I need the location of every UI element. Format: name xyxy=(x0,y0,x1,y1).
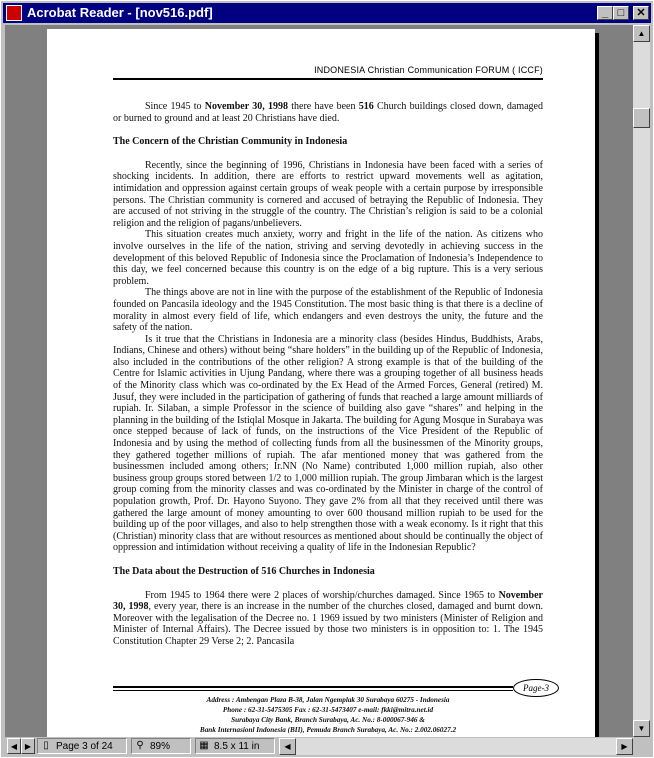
page-header: INDONESIA Christian Communication FORUM ( ICCF) xyxy=(314,65,543,75)
page-size-icon: ▦ xyxy=(199,740,209,751)
scroll-right-button[interactable]: ▶ xyxy=(616,738,633,755)
paragraph: Is it true that the Christians in Indonesia are a minority class (besides Hindus, Buddhists, Arabs, Indians, Chinese and others) without being “share holders” in the building up of the Republic of Indonesia, also included in the contributions of the other religion? A strong example is that of the building of the Centre for Islamic activities in Ujung Pandang, where there was a grouping together of all business heads of the Minority class which was co-ordinated by the Ex Head of the Armed Forces, General (retired) M. Jusuf, they were included in the participation of gathering of funds that reached a large amount milliards of rupiah. Ir. Silaban, a simple Professor in the science of building also gave “shares” and helping in the planning in the building of the Istiqlal Mosque in Jakarta. The building for Agung Mosque in Surabaya was once stepped because of lack of funds, on the instructions of the Vice President of the Republic of Indonesia and by using the method of collecting funds from all the businessmen of the Minority groups, they gathered together millions of rupiah. The afar mentioned money that was gathered from the businessmen included among others; Ir.NN (No Name) contributed 1,000 million rupiah, also other business group groups stored between 1/2 to 1,000 million rupiah. The group Jimbaran which is the largest group coming from the minority classes and was co-ordinated by the Minister in charge of the control of population growth, Prof. Dr. Hayono Suyono. They gave 2% from all that they received until there was gathered the large amount of money amounting to over 600 thousand million rupiah to be used for the building up of the poor villages, and also to help strengthen those with a weak economy. Is it right that this (Christian) minority class that are without resources as mentioned about should be continually the object of oppression and intimidation without receiving a quality of life in the Indonesian Republic? xyxy=(113,333,543,554)
section-heading-data: The Data about the Destruction of 516 Churches in Indonesia xyxy=(113,565,375,577)
footer-contact: Phone : 62-31-5475305 Fax : 62-31-5473407 e-mail: fkki@mitra.net.id xyxy=(222,706,434,714)
status-bar xyxy=(5,738,633,755)
paragraph: This situation creates much anxiety, worry and fright in the life of the nation. As citizens who involve ourselves in the life of the nation, striving and serving devotedly in achieving success in the development of this beloved Republic of Indonesia since the Proclamation of Indonesia’s Independence to this day, we feel concerned because this country is on the edge of a big rupture. This is a very serious problem. xyxy=(113,229,543,287)
acrobat-icon[interactable] xyxy=(6,5,22,21)
page-number-label: Page-3 xyxy=(513,679,559,697)
header-rule xyxy=(113,78,543,80)
footer-rule xyxy=(113,686,513,688)
next-page-button[interactable]: ▶ xyxy=(21,738,35,754)
data-paragraph: From 1945 to 1964 there were 2 places of worship/churches damaged. Since 1965 to November 30, 1998, every year, there is an increase in the number of the churches closed, damaged and burnt down. Moreover with the legalisation of the Decree no. 1 1969 issued by two ministers (Minister of Religion and Minister of Internal Affairs). The Decree issued by those two ministers is in opposition to: 1. The 1945 Constitution Chapter 29 Verse 2; 2. Pancasila xyxy=(113,589,543,647)
scroll-up-button[interactable]: ▲ xyxy=(633,25,650,42)
scroll-left-button[interactable]: ◀ xyxy=(279,738,296,755)
scroll-track[interactable] xyxy=(633,42,650,720)
close-button[interactable]: ✕ xyxy=(633,6,649,20)
zoom-indicator[interactable]: ⚲ 89% xyxy=(131,738,191,754)
footer-address: Address : Ambengan Plaza B-38, Jalan Ngemplak 30 Surabaya 60275 - Indonesia xyxy=(206,696,450,704)
intro-paragraph: Since 1945 to November 30, 1998 there have been 516 Church buildings closed down, damaged or burned to ground and at least 20 Christians have died. xyxy=(113,101,544,124)
footer-bank: Surabaya City Bank, Branch Surabaya, Ac. No.: 8-000067-946 & xyxy=(231,716,425,724)
minimize-button[interactable]: _ xyxy=(597,6,613,20)
section-heading-concern: The Concern of the Christian Community in Indonesia xyxy=(113,136,348,148)
scroll-down-button[interactable]: ▼ xyxy=(633,720,650,737)
prev-page-button[interactable]: ◀ xyxy=(7,738,21,754)
page-icon: ▯ xyxy=(43,740,49,751)
page-body xyxy=(113,101,543,648)
vertical-scrollbar[interactable] xyxy=(633,25,651,737)
horizontal-scrollbar[interactable] xyxy=(279,738,633,755)
pdf-page xyxy=(47,29,595,737)
footer-rule xyxy=(113,690,513,691)
document-view[interactable] xyxy=(5,25,633,737)
footer-bank: Bank Internasionl Indonesia (BII), Pemuda Branch Surabaya, Ac. No.: 2.002.06027.2 xyxy=(199,726,457,734)
page-size-indicator[interactable]: ▦ 8.5 x 11 in xyxy=(195,738,275,754)
magnifier-icon: ⚲ xyxy=(136,740,144,751)
window-title: Acrobat Reader - [nov516.pdf] xyxy=(27,5,213,20)
paragraph: The things above are not in line with the purpose of the establishment of the Republic of Indonesia founded on Pancasila ideology and the 1945 Constitution. The most basic thing is that there is a decline of morality in almost every field of life, which endangers and even destroys the unity, the future and the safety of the nation. xyxy=(113,287,543,334)
scroll-thumb[interactable] xyxy=(633,108,650,128)
maximize-button[interactable]: □ xyxy=(613,6,629,20)
page-indicator[interactable]: ▯ Page 3 of 24 xyxy=(37,738,127,754)
title-bar[interactable] xyxy=(3,3,651,23)
resize-corner[interactable] xyxy=(633,738,651,755)
paragraph: Recently, since the beginning of 1996, Christians in Indonesia have been faced with a series of shocking incidents. In addition, there are efforts to restrict upward movements well as agitation, intimidation and oppression against certain groups of weak people with a certain purpose by irresponsible persons. The Christian community is cornered and accused of betraying the Republic of Indonesia. They are accused of not striving in the struggle of the country. The Christian’s religion is said to be a colonial religion and the religion of pagans/unbelievers. xyxy=(113,159,543,229)
page-footer xyxy=(113,695,543,735)
